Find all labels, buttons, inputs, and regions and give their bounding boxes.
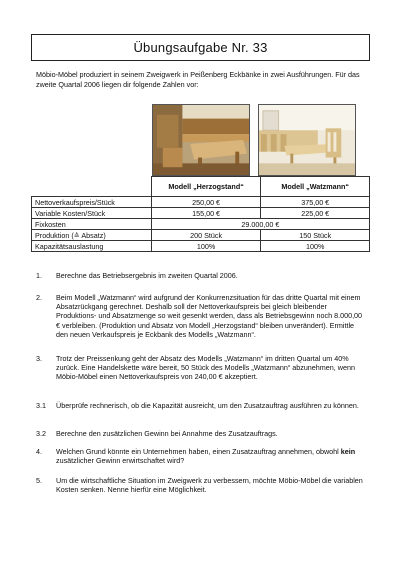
task-item — [36, 476, 366, 494]
task-item — [36, 293, 366, 339]
task-number: 5. — [36, 476, 42, 485]
task-number: 2. — [36, 293, 42, 302]
cell-value: 29.000,00 € — [151, 219, 369, 230]
table-header-watzmann: Modell „Watzmann“ — [261, 177, 370, 197]
row-label: Nettoverkaufspreis/Stück — [32, 197, 152, 208]
photo-herzogstand — [152, 104, 250, 176]
task-text — [56, 447, 366, 465]
table-row — [32, 230, 370, 241]
task-number: 3.2 — [36, 429, 46, 438]
task-text: Trotz der Preissenkung geht der Absatz des Modells „Watzmann“ im dritten Quartal um 40% zurück. Eine Handelskette wäre bereit, 50 Stück des Modells „Watzmann“ abzunehmen, wenn Möbio-Möbel einen Nettoverkaufspreis von 240,00 € akzeptiert. — [56, 354, 355, 382]
table-row — [32, 208, 370, 219]
task-number: 3. — [36, 354, 42, 363]
table-row — [32, 241, 370, 252]
row-label: Kapazitätsauslastung — [32, 241, 152, 252]
task-text: Überprüfe rechnerisch, ob die Kapazität ausreicht, um den Zusatzauftrag ausführen zu können. — [56, 401, 359, 410]
table-header-herzogstand: Modell „Herzogstand“ — [151, 177, 261, 197]
task-number: 4. — [36, 447, 42, 456]
task-text: Beim Modell „Watzmann“ wird aufgrund der Konkurrenzsituation für das dritte Quartal mit einem Absatzrückgang gerechnet. Deshalb soll der Nettoverkaufspreis bei gleich bleibender Produktions- und Absatzmenge so weit gesenkt werden, dass als Betriebsgewinn noch 8.000,00 € verbleiben. (Produktion und Absatz von Modell „Herzogstand“ bleiben unverändert). Ermittle den neuen Verkaufspreis je Eckbank des Modells „Watzmann“. — [56, 293, 363, 339]
task-text-part: zusätzlicher Gewinn erwirtschaftet wird? — [56, 456, 185, 466]
cost-table — [31, 176, 370, 252]
task-item — [36, 401, 366, 410]
task-text-part: Welchen Grund könnte ein Unternehmen haben, einen Zusatzauftrag annehmen, obwohl — [56, 447, 341, 456]
cell-value: 100% — [151, 241, 261, 252]
task-item — [36, 429, 366, 438]
row-label: Produktion (≙ Absatz) — [32, 230, 152, 241]
task-text: Um die wirtschaftliche Situation im Zweigwerk zu verbessern, möchte Möbio-Möbel die variablen Kosten senken. Nenne hierfür eine Möglichkeit. — [56, 476, 363, 495]
task-text: Berechne das Betriebsergebnis im zweiten Quartal 2006. — [56, 271, 238, 280]
table-header-blank — [32, 177, 152, 197]
task-item — [36, 447, 366, 465]
cell-value: 155,00 € — [151, 208, 261, 219]
task-number: 1. — [36, 271, 42, 280]
cell-value: 200 Stück — [151, 230, 261, 241]
table-row — [32, 219, 370, 230]
task-item — [36, 354, 366, 382]
table-header-row — [32, 177, 370, 197]
cell-value: 100% — [261, 241, 370, 252]
eckbank-watzmann-icon — [259, 105, 355, 175]
task-number: 3.1 — [36, 401, 46, 410]
eckbank-herzogstand-icon — [153, 105, 249, 175]
cell-value: 225,00 € — [261, 208, 370, 219]
task-text: Berechne den zusätzlichen Gewinn bei Annahme des Zusatzauftrags. — [56, 429, 278, 438]
cell-value: 250,00 € — [151, 197, 261, 208]
row-label: Fixkosten — [32, 219, 152, 230]
cell-value: 150 Stück — [261, 230, 370, 241]
cell-value: 375,00 € — [261, 197, 370, 208]
row-label: Variable Kosten/Stück — [32, 208, 152, 219]
intro-text: Möbio-Möbel produziert in seinem Zweigwerk in Peißenberg Eckbänke in zwei Ausführungen. Für das zweite Quartal 2006 liegen dir folgende Zahlen vor: — [36, 70, 360, 89]
page-title: Übungsaufgabe Nr. 33 — [31, 34, 370, 61]
photo-watzmann — [258, 104, 356, 176]
task-text-emphasis: kein — [340, 447, 356, 456]
task-item — [36, 271, 366, 280]
table-row — [32, 197, 370, 208]
